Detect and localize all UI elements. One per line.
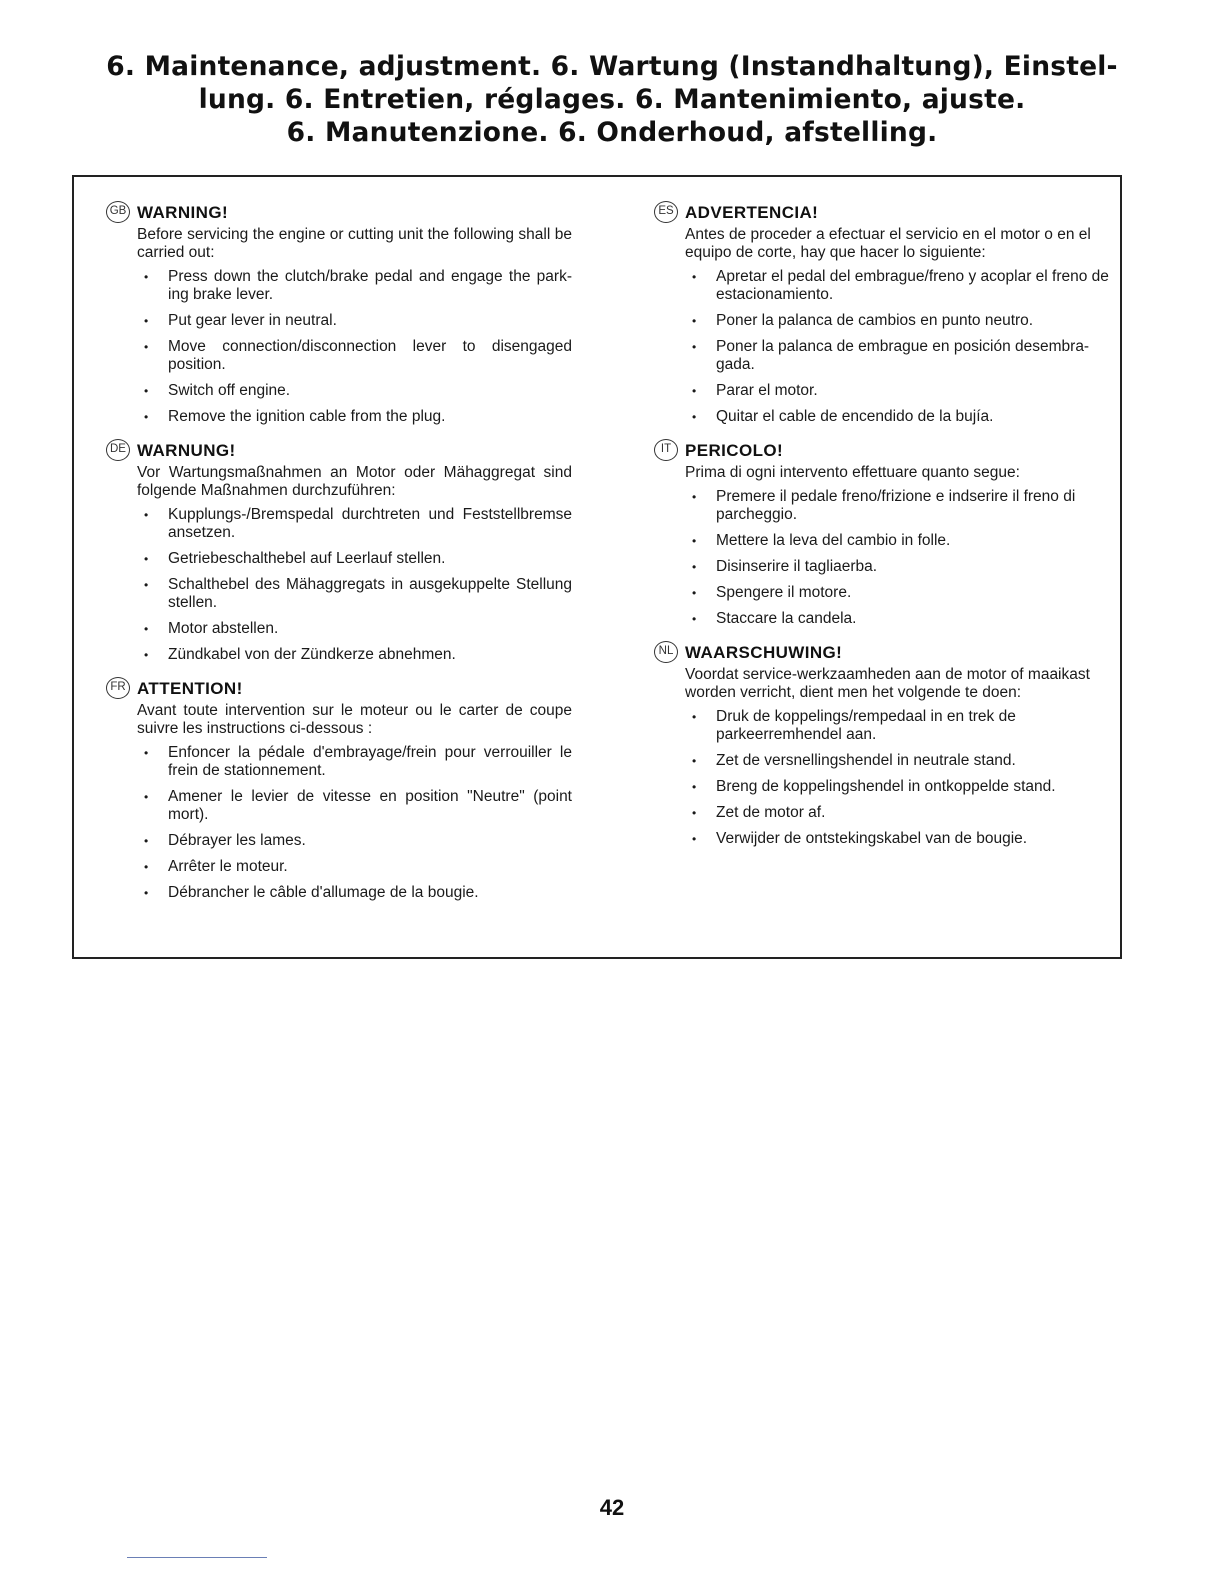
list-item: • Parar el motor. bbox=[654, 382, 1120, 400]
title-line-1: 6. Maintenance, adjustment. 6. Wartung (Instandhaltung), Einstel- bbox=[106, 51, 1118, 82]
section-intro: Before servicing the engine or cutting unit the following shall be carried out: bbox=[137, 226, 572, 261]
list-item: • Débrayer les lames. bbox=[106, 832, 572, 850]
list-item: • Remove the ignition cable from the plug. bbox=[106, 408, 572, 426]
list-item: • Kupplungs-/Bremspedal durchtreten und Feststellbremse ansetzen. bbox=[106, 506, 572, 542]
section-fr bbox=[106, 678, 572, 902]
list-item: • Mettere la leva del cambio in folle. bbox=[654, 532, 1120, 550]
list-item: • Move connection/disconnection lever to disengaged position. bbox=[106, 338, 572, 374]
warning-box bbox=[72, 175, 1122, 959]
list-item: • Schalthebel des Mähaggregats in ausgekuppelte Stellung stellen. bbox=[106, 576, 572, 612]
list-item: • Zet de versnellingshendel in neutrale stand. bbox=[654, 752, 1120, 770]
list-item: • Enfoncer la pédale d'embrayage/frein pour verrouiller le frein de stationnement. bbox=[106, 744, 572, 780]
section-heading: PERICOLO! bbox=[685, 441, 784, 460]
section-heading: ATTENTION! bbox=[137, 679, 243, 698]
title-line-2: lung. 6. Entretien, réglages. 6. Mantenimiento, ajuste. bbox=[198, 84, 1026, 115]
list-item: • Motor abstellen. bbox=[106, 620, 572, 638]
section-intro: Voordat service-werkzaamheden aan de motor of maaikast worden verricht, dient men het volgende te doen: bbox=[685, 666, 1090, 701]
gb-flag-icon: GB bbox=[106, 201, 130, 223]
de-flag-icon: DE bbox=[106, 439, 130, 461]
instruction-list bbox=[106, 744, 572, 902]
section-intro: Vor Wartungsmaßnahmen an Motor oder Mähaggregat sind folgende Maßnahmen durchzuführen: bbox=[137, 464, 572, 499]
section-it bbox=[654, 440, 1120, 628]
list-item: • Verwijder de ontstekingskabel van de bougie. bbox=[654, 830, 1120, 848]
page-title bbox=[60, 50, 1164, 149]
list-item: • Poner la palanca de embrague en posición desembra-gada. bbox=[654, 338, 1120, 374]
instruction-list bbox=[106, 506, 572, 664]
list-item: • Zündkabel von der Zündkerze abnehmen. bbox=[106, 646, 572, 664]
title-line-3: 6. Manutenzione. 6. Onderhoud, afstelling. bbox=[286, 117, 938, 148]
list-item: • Apretar el pedal del embrague/freno y acoplar el freno de estacionamiento. bbox=[654, 268, 1120, 304]
list-item: • Premere il pedale freno/frizione e indserire il freno di parcheggio. bbox=[654, 488, 1120, 524]
section-heading: WARNUNG! bbox=[137, 441, 236, 460]
list-item: • Getriebeschalthebel auf Leerlauf stellen. bbox=[106, 550, 572, 568]
list-item: • Druk de koppelings/rempedaal in en trek de parkeerremhendel aan. bbox=[654, 708, 1120, 744]
section-gb bbox=[106, 202, 572, 426]
list-item: • Disinserire il tagliaerba. bbox=[654, 558, 1120, 576]
list-item: • Amener le levier de vitesse en position "Neutre" (point mort). bbox=[106, 788, 572, 824]
list-item: • Put gear lever in neutral. bbox=[106, 312, 572, 330]
list-item: • Breng de koppelingshendel in ontkoppelde stand. bbox=[654, 778, 1120, 796]
list-item: • Arrêter le moteur. bbox=[106, 858, 572, 876]
section-nl bbox=[654, 642, 1120, 848]
right-column bbox=[654, 202, 1120, 862]
list-item: • Quitar el cable de encendido de la bujía. bbox=[654, 408, 1120, 426]
section-es bbox=[654, 202, 1120, 426]
fr-flag-icon: FR bbox=[106, 677, 130, 699]
list-item: • Press down the clutch/brake pedal and engage the park-ing brake lever. bbox=[106, 268, 572, 304]
list-item: • Poner la palanca de cambios en punto neutro. bbox=[654, 312, 1120, 330]
list-item: • Staccare la candela. bbox=[654, 610, 1120, 628]
section-heading: WARNING! bbox=[137, 203, 229, 222]
it-flag-icon: IT bbox=[654, 439, 678, 461]
es-flag-icon: ES bbox=[654, 201, 678, 223]
instruction-list bbox=[106, 268, 572, 426]
section-heading: WAARSCHUWING! bbox=[685, 643, 843, 662]
list-item: • Spengere il motore. bbox=[654, 584, 1120, 602]
list-item: • Zet de motor af. bbox=[654, 804, 1120, 822]
list-item: • Débrancher le câble d'allumage de la bougie. bbox=[106, 884, 572, 902]
section-intro: Antes de proceder a efectuar el servicio en el motor o en el equipo de corte, hay que hacer lo siguiente: bbox=[685, 226, 1091, 261]
instruction-list bbox=[654, 708, 1120, 848]
section-heading: ADVERTENCIA! bbox=[685, 203, 819, 222]
page-number: 42 bbox=[599, 1495, 625, 1520]
left-column bbox=[106, 202, 572, 916]
section-de bbox=[106, 440, 572, 664]
nl-flag-icon: NL bbox=[654, 641, 678, 663]
instruction-list bbox=[654, 488, 1120, 628]
footer-rule bbox=[127, 1557, 267, 1558]
section-intro: Avant toute intervention sur le moteur ou le carter de coupe suivre les instructions ci-dessous : bbox=[137, 702, 572, 737]
list-item: • Switch off engine. bbox=[106, 382, 572, 400]
section-intro: Prima di ogni intervento effettuare quanto segue: bbox=[685, 464, 1020, 481]
instruction-list bbox=[654, 268, 1120, 426]
